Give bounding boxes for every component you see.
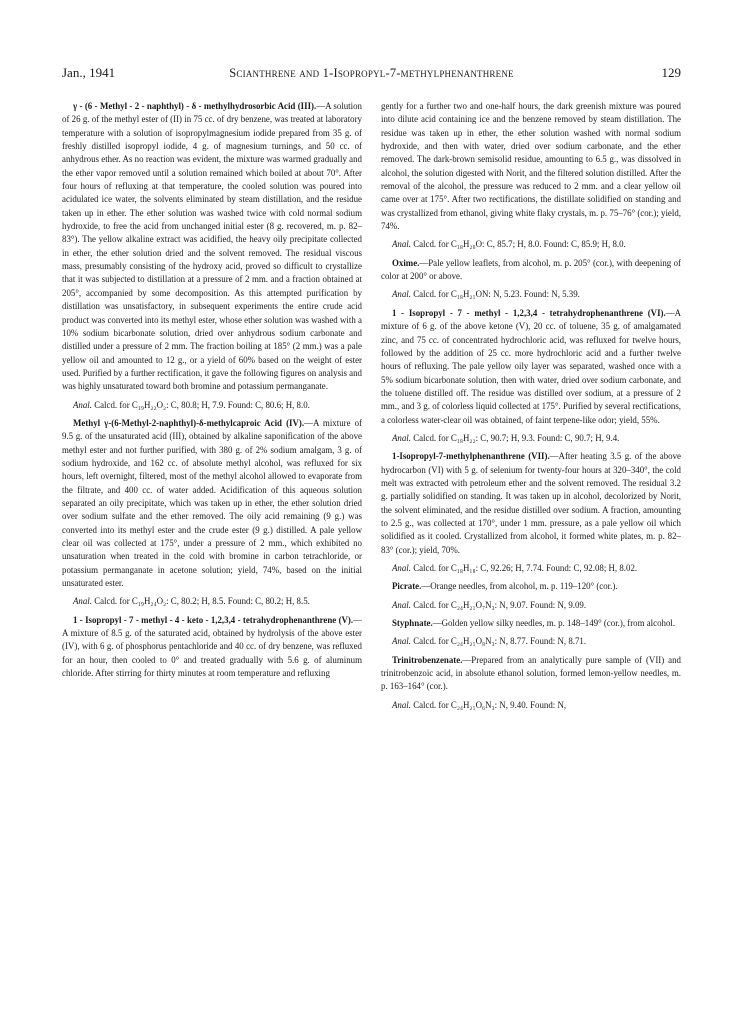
paragraph	[381, 654, 681, 694]
compound-heading: Styphnate.	[392, 618, 433, 629]
paragraph-text: —After heating 3.5 g. of the above hydrocarbon (VI) with 5 g. of selenium for twenty-four hours at 320–340°, the cold melt was extracted with petroleum ether and the solvent removed. The residual 3.2 g. partially solidified on standing. It was taken up in alcohol, decolorized by Norit, the solvent eliminated, and the residue distilled over sodium. A fraction, amounting to 2.5 g., was collected at 170°, under 1 mm. pressure, as a pale yellow oil which solidified as it cooled. Crystallized from alcohol, it formed white plates, m. p. 82–83° (cor.); yield, 70%.	[381, 451, 681, 555]
paragraph-text: Calcd. for C₂₄H₂₁O₇N₃: N, 9.07. Found: N, 9.09.	[410, 599, 587, 610]
paragraph	[381, 617, 681, 630]
paragraph-text: —A mixture of 8.5 g. of the saturated acid, obtained by hydrolysis of the above ester (IV), with 6 g. of phosphorus pentachloride and 40 cc. of dry benzene, was refluxed for an hour, then cooled to 0° and treated gradually with 5.6 g. of aluminum chloride. After stirring for thirty minutes at room temperature and refluxing	[62, 614, 362, 679]
running-title: Scianthrene and 1-Isopropyl-7-methylphenanthrene	[229, 66, 514, 80]
left-column	[62, 100, 362, 1005]
running-header	[62, 64, 681, 82]
paragraph-text: —Pale yellow leaflets, from alcohol, m. p. 205° (cor.), with deepening of color at 200° or above.	[381, 257, 681, 282]
paragraph-text: —Golden yellow silky needles, m. p. 148–149° (cor.), from alcohol.	[432, 618, 676, 629]
paragraph	[381, 599, 681, 612]
paragraph	[381, 307, 681, 427]
analysis-label: Anal.	[392, 563, 411, 573]
analysis-label: Anal.	[392, 599, 411, 610]
paragraph	[62, 417, 362, 590]
paragraph-text: —A mixture of 6 g. of the above ketone (V), 20 cc. of toluene, 35 g. of amalgamated zinc, and 75 cc. of concentrated hydrochloric acid, was refluxed for twelve hours, followed by the addition of 25 cc. more hydrochloric acid and a further twelve hours of refluxing. The pale yellow oily layer was separated, washed once with a 5% sodium bicarbonate solution, then with water, dried over sodium carbonate, and the toluene distilled off. The residue was distilled over sodium, at a pressure of 2 mm., and 3 g. of colorless liquid collected at 175°. Purified by several rectifications, a colorless water-clear oil was obtained, of faint terpene-like odor; yield, 55%.	[381, 307, 681, 425]
paragraph	[381, 580, 681, 593]
paragraph-text: Calcd. for C₁₈H₂₀O: C, 85.7; H, 8.0. Found: C, 85.9; H, 8.0.	[410, 239, 626, 250]
paragraph	[381, 288, 681, 301]
compound-heading: Oxime.	[392, 257, 420, 268]
analysis-label: Anal.	[392, 699, 411, 710]
paragraph	[381, 100, 681, 233]
paragraph	[381, 562, 681, 575]
paragraph-text: —Prepared from an analytically pure sample of (VII) and trinitrobenzoic acid, in absolute ethanol solution, formed lemon-yellow needles, m. p. 163–164° (cor.).	[381, 654, 681, 692]
paragraph-text: —Orange needles, from alcohol, m. p. 119–120° (cor.).	[421, 581, 618, 592]
paragraph-text: Calcd. for C₁₈H₂₁ON: N, 5.23. Found: N, 5.39.	[410, 289, 580, 300]
paragraph-text: Calcd. for C₂₄H₂₁O₈N₃: N, 8.77. Found: N, 8.71.	[410, 636, 587, 647]
compound-heading: 1 - Isopropyl - 7 - methyl - 4 - keto - 1,2,3,4 - tetrahydrophenanthrene (V).	[73, 614, 354, 625]
paragraph-text: —A solution of 26 g. of the methyl ester of (II) in 75 cc. of dry benzene, was treated at laboratory temperature with a solution of isopropylmagnesium iodide prepared from 35 g. of freshly distilled isopropyl iodide, 4 g. of magnesium turnings, and 50 cc. of anhydrous ether. As no reaction was evident, the mixture was warmed gradually and the ether vapor removed until a solution remained which boiled at about 70°. After four hours of refluxing at that temperature, the cooled solution was poured into acidulated ice water, the solvents eliminated by steam distillation, and the residue taken up in ether. The ether solution was washed twice with cold normal sodium hydroxide, to free the acid from unchanged initial ester (8 g. recovered, m. p. 82–83°). The yellow alkaline extract was acidified, the heavy oily precipitate collected in ether, the ether solution dried and the solvent removed. The residual viscous mass, presumably consisting of the hydroxy acid, proved so difficult to crystallize that it was subjected to distillation at a pressure of 2 mm. and a fraction obtained at 205°, accompanied by some decomposition. As this attempted purification by distillation was unsatisfactory, in subsequent experiments the entire crude acid product was converted into its methyl ester, whose ether solution was washed with a 10% sodium bicarbonate solution, dried over anhydrous sodium carbonate and distilled under a pressure of 2 mm. The fraction boiling at 185° (2 mm.) was a pale yellow oil and amounted to 12 g., or a yield of 60% based on the weight of ester used. Purified by a further rectification, it gave the following figures on analysis and was highly unsaturated toward both bromine and potassium permanganate.	[62, 101, 362, 392]
analysis-label: Anal.	[392, 636, 411, 647]
paragraph-text: Calcd. for C₂₄H₂₁O₆N₃: N, 9.40. Found: N,	[410, 699, 567, 710]
compound-heading: Trinitrobenzenate.	[392, 654, 463, 665]
paragraph-text: —A mixture of 9.5 g. of the unsaturated acid (III), obtained by alkaline saponification of the above methyl ester and not further purified, with 380 g. of 2% sodium amalgam, 3 g. of sodium hydroxide, and 162 cc. of absolute methyl alcohol, was refluxed for six hours, left overnight, filtered, most of the methyl alcohol allowed to evaporate from the filtrate, and 400 cc. of water added. Acidification of this aqueous solution separated an oily precipitate, which was taken up in ether, the ether solution dried over sodium sulfate and the ether removed. The oily acid remaining (9 g.) was converted into its methyl ester and the crude ester (9 g.) distilled. A pale yellow clear oil was collected at 175°, under a pressure of 2 mm., which exhibited no unsaturation when treated in the cold with bromine in carbon tetrachloride, or potassium permanganate in acetone solution; yield, 74%, based on the initial unsaturated ester.	[62, 417, 362, 589]
analysis-label: Anal.	[392, 289, 411, 300]
analysis-label: Anal.	[73, 399, 92, 410]
paragraph-text: Calcd. for C₁₉H₂₄O₂: C, 80.2; H, 8.5. Found: C, 80.2; H, 8.5.	[91, 596, 310, 607]
compound-heading: γ - (6 - Methyl - 2 - naphthyl) - δ - methylhydrosorbic Acid (III).	[73, 101, 317, 111]
paragraph-text: gently for a further two and one-half hours, the dark greenish mixture was poured into dilute acid containing ice and the benzene removed by steam distillation. The residue was taken up in ether, the ether solution washed with normal sodium hydroxide, and then with water, dried over sodium carbonate, and the ether removed. The dark-brown semisolid residue, amounting to 6.5 g., was dissolved in alcohol, the solution digested with Norit, and the filtered solution distilled. After the removal of the alcohol, the pressure was reduced to 2 mm. and a clear yellow oil came over at 175°. After two rectifications, the distillate solidified on standing and was crystallized from ethanol, giving white flaky crystals, m. p. 75–76° (cor.); yield, 74%.	[381, 101, 681, 232]
issue-date: Jan., 1941	[62, 65, 116, 80]
paragraph-text: Calcd. for C₁₉H₂₂O₂: C, 80.8; H, 7.9. Found: C, 80.6; H, 8.0.	[91, 399, 310, 410]
paragraph	[381, 635, 681, 648]
paragraph	[62, 614, 362, 681]
paragraph	[381, 238, 681, 251]
paragraph	[381, 432, 681, 445]
page-number: 129	[661, 65, 681, 80]
analysis-label: Anal.	[392, 239, 411, 250]
paragraph	[381, 450, 681, 557]
analysis-label: Anal.	[73, 596, 92, 607]
analysis-label: Anal.	[392, 432, 411, 443]
paragraph	[381, 257, 681, 284]
paragraph	[381, 699, 681, 712]
paragraph	[62, 399, 362, 412]
paragraph	[62, 595, 362, 608]
compound-heading: 1-Isopropyl-7-methylphenanthrene (VII).	[392, 451, 550, 462]
compound-heading: Picrate.	[392, 581, 422, 592]
paragraph-text: Calcd. for C₁₈H₁₈: C, 92.26; H, 7.74. Found: C, 92.08; H, 8.02.	[410, 563, 638, 573]
paragraph-text: Calcd. for C₁₈H₂₂: C, 90.7; H, 9.3. Found: C, 90.7; H, 9.4.	[410, 432, 620, 443]
compound-heading: 1 - Isopropyl - 7 - methyl - 1,2,3,4 - tetrahydrophenanthrene (VI).	[392, 307, 666, 318]
right-column	[381, 100, 681, 1005]
paragraph	[62, 100, 362, 394]
compound-heading: Methyl γ-(6-Methyl-2-naphthyl)-δ-methylcaproic Acid (IV).	[73, 417, 305, 428]
